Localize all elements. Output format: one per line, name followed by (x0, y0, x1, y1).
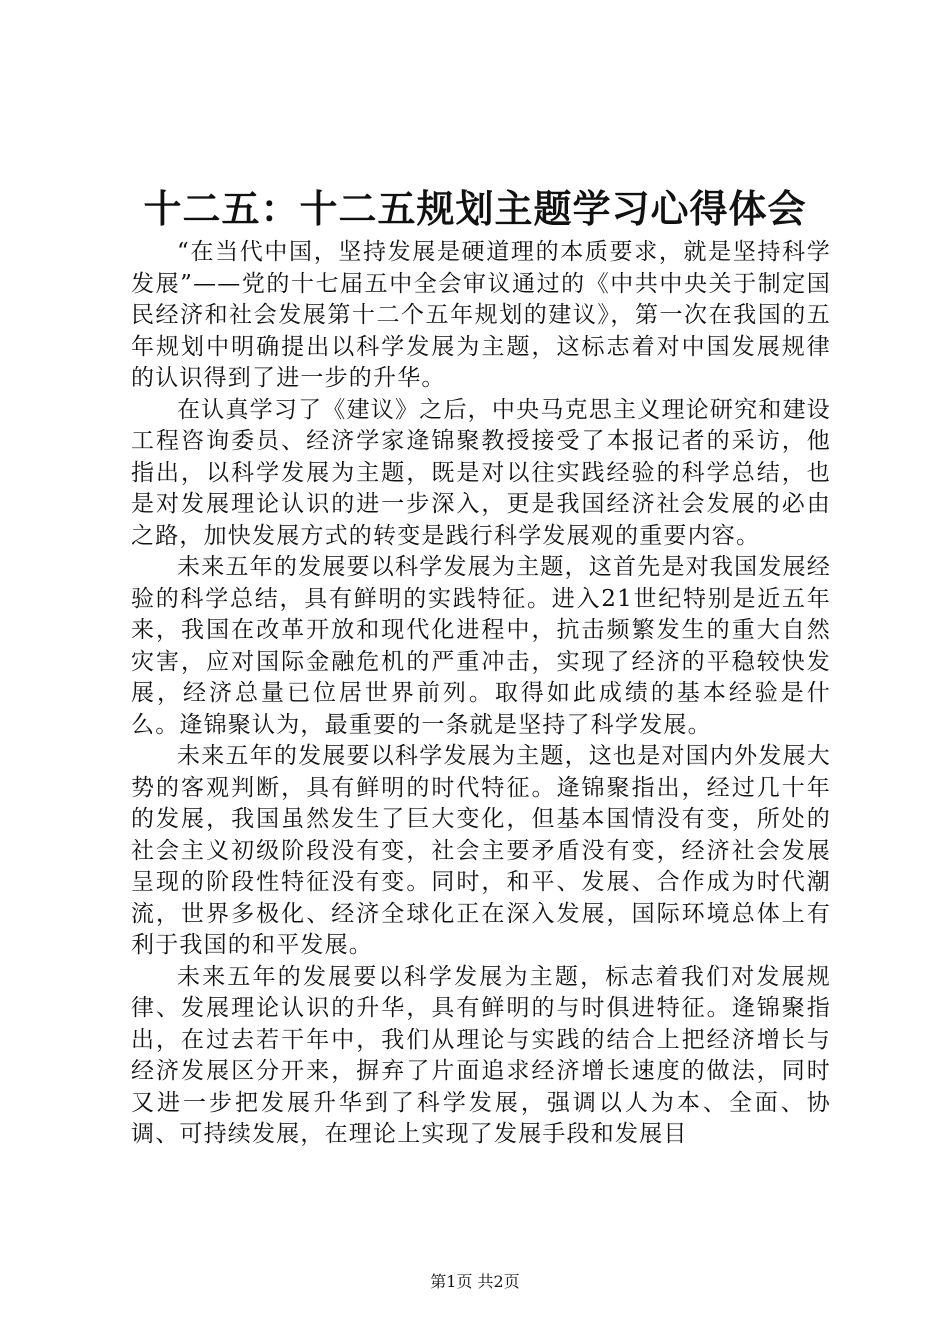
paragraph-2: 在认真学习了《建议》之后，中央马克思主义理论研究和建设工程咨询委员、经济学家逄锦聚教授接受了本报记者的采访，他指出，以科学发展为主题，既是对以往实践经验的科学总结，也是对发展理论认识的进一步深入，更是我国经济社会发展的必由之路，加快发展方式的转变是践行科学发展观的重要内容。 (131, 396, 831, 549)
paragraph-5: 未来五年的发展要以科学发展为主题，标志着我们对发展规律、发展理论认识的升华，具有鲜明的与时俱进特征。逄锦聚指出，在过去若干年中，我们从理论与实践的结合上把经济增长与经济发展区分开来，摒弃了片面追求经济增长速度的做法，同时又进一步把发展升华到了科学发展，强调以人为本、全面、协调、可持续发展，在理论上实现了发展手段和发展目 (131, 963, 831, 1147)
page-footer: 第1页 共2页 (430, 1272, 520, 1291)
document-title: 十二五：十二五规划主题学习心得体会 (143, 186, 807, 231)
paragraph-1: “在当代中国，坚持发展是硬道理的本质要求，就是坚持科学发展”——党的十七届五中全会审议通过的《中共中央关于制定国民经济和社会发展第十二个五年规划的建议》，第一次在我国的五年规划中明确提出以科学发展为主题，这标志着对中国发展规律的认识得到了进一步的升华。 (131, 239, 831, 391)
paragraph-3: 未来五年的发展要以科学发展为主题，这首先是对我国发展经验的科学总结，具有鲜明的实践特征。进入21世纪特别是近五年来，我国在改革开放和现代化进程中，抗击频繁发生的重大自然灾害，应对国际金融危机的严重冲击，实现了经济的平稳较快发展，经济总量已位居世界前列。取得如此成绩的基本经验是什么。逄锦聚认为，最重要的一条就是坚持了科学发展。 (131, 554, 831, 738)
document-body (131, 237, 831, 1151)
paragraph-4: 未来五年的发展要以科学发展为主题，这也是对国内外发展大势的客观判断，具有鲜明的时代特征。逄锦聚指出，经过几十年的发展，我国虽然发生了巨大变化，但基本国情没有变，所处的社会主义初级阶段没有变，社会主要矛盾没有变，经济社会发展呈现的阶段性特征没有变。同时，和平、发展、合作成为时代潮流，世界多极化、经济全球化正在深入发展，国际环境总体上有利于我国的和平发展。 (131, 743, 831, 958)
